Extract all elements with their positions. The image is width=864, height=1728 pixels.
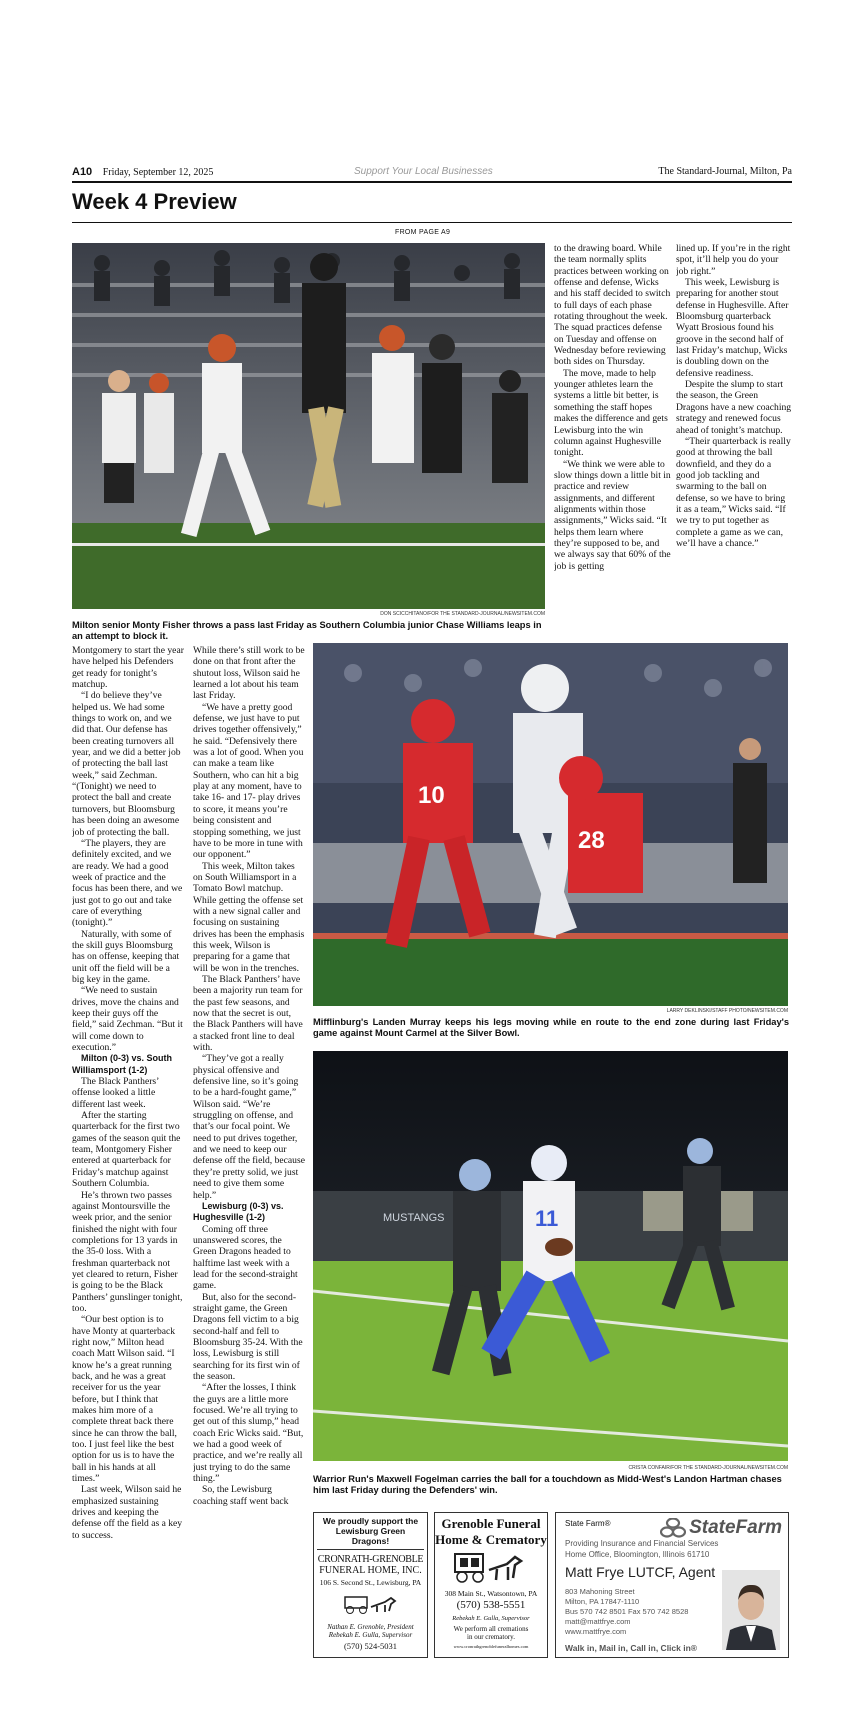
paragraph: This week, Milton takes on South Williamsport in a Tomato Bowl matchup. While getting the offense set with a new signal caller and focusing on sustaining drives has been the emphasis this week, Wilson is preparing for a game that will be won in the trenches.	[193, 860, 305, 974]
paragraph: “The players, they are definitely excited, and we are ready. We had a good week of practice and the focus has been there, and we just got to go out and take care of everything (tonight).”	[72, 837, 183, 929]
state-farm-logo: StateFarm	[689, 1517, 782, 1538]
article-column-3	[554, 243, 672, 641]
header-tagline: Support Your Local Businesses	[354, 166, 493, 177]
paragraph: The move, made to help younger athletes learn the systems a little bit better, is something the staff hopes makes the difference and gets Lewisburg into the win column against Hughesville tonight.	[554, 367, 668, 459]
hearse-carriage-icon	[341, 1593, 401, 1615]
paragraph: lined up. If you’re in the right spot, it’ll help you do your job right.”	[676, 243, 791, 277]
ad-brand-small: State Farm®	[565, 1519, 611, 1528]
paragraph: He’s thrown two passes against Montoursville the week prior, and the senior finished the night with four completions for 13 yards in the 35-0 loss. With a freshman quarterback not yet cleared to return, Fisher is going to be the Black Panthers’ gunslinger tonight, too.	[72, 1189, 183, 1314]
ad-phone: (570) 524-5031	[343, 1641, 398, 1651]
ad-address-2: Milton, PA 17847-1110	[565, 1597, 640, 1606]
paragraph: The Black Panthers’ have been a majority run team for the past few seasons, and now that the secret is out, the Black Panthers will have a stacked front line to deal with.	[193, 973, 303, 1054]
article-column-4	[676, 243, 792, 641]
football-photo-3	[313, 1051, 788, 1461]
ad-slogan: Walk in, Mail in, Call in, Click in®	[565, 1643, 698, 1653]
page-number: A10	[72, 166, 93, 178]
paragraph: “After the losses, I think the guys are a little more focused. We’re all trying to get out of this slump,” head coach Eric Wicks said. “But, we had a good week of practice, and we’re really all just trying to do the same thing.”	[193, 1382, 304, 1485]
ad-name-line-1: Grenoble Funeral	[441, 1516, 541, 1531]
paragraph: “I do believe they’ve helped us. We had some things to work on, and we did that. Our defense has been creating turnovers all year, and we did a better job of protecting the ball last week,” said Zechman. “(Tonight) we need to protect the ball and create turnovers, but Bloomsburg has been doing an awesome job of protecting the ball.	[72, 690, 181, 838]
paragraph: This week, Lewisburg is preparing for another stout defense in Hughesville. After Bloomsburg quarterback Wyatt Brosious found his groove in the second half of last Friday’s matchup, Wicks is doubling down on the defensive readiness.	[676, 277, 789, 379]
photo-credit-1: DON SCICCHITANO/FOR THE STANDARD-JOURNAL/NEWSITEM.COM	[380, 611, 545, 617]
ad-grenoble-funeral[interactable]	[434, 1512, 548, 1658]
photo-credit-2: LARRY DEKLINSKI/STAFF PHOTO/NEWSITEM.COM	[666, 1008, 788, 1014]
paragraph: “They’ve got a really physical offensive and defensive line, so it’s going to be a hard-fought game,” Wilson said. “We’re struggling on offense, and that’s our focal point. We need to put drives together, and we need to keep our defense off the field, because they’re pretty solid, we just need to give them some help.”	[193, 1053, 305, 1201]
title-rule	[72, 222, 792, 223]
ad-person-2: Rebekah E. Gulla, Supervisor	[328, 1631, 413, 1639]
ad-note-1: We perform all cremations	[453, 1625, 529, 1633]
jersey-number-10: 10	[418, 782, 445, 809]
agent-portrait	[722, 1570, 780, 1650]
jump-line: FROM PAGE A9	[395, 229, 451, 236]
subhead-milton: Milton (0-3) vs. South Williamsport (1-2)	[72, 1053, 172, 1075]
ad-person-1: Nathan E. Grenoble, President	[327, 1623, 414, 1631]
ad-agent-name: Matt Frye LUTCF, Agent	[565, 1564, 716, 1580]
ad-email: matt@mattfrye.com	[565, 1617, 631, 1626]
jersey-number-11: 11	[535, 1206, 559, 1231]
issue-date: Friday, September 12, 2025	[102, 167, 214, 178]
ad-name-line-2: FUNERAL HOME, INC.	[319, 1565, 422, 1576]
photo-caption-1: Milton senior Monty Fisher throws a pass last Friday as Southern Columbia junior Chase Williams leaps in an attempt to block it.	[72, 620, 542, 641]
ad-person: Rebekah E. Gulla, Supervisor	[452, 1615, 530, 1622]
ad-name-line-1: CRONRATH-GRENOBLE	[317, 1554, 424, 1565]
photo-caption-3: Warrior Run's Maxwell Fogelman carries the ball for a touchdown as Midd-West's Landon Hartman chases him last Friday during the Defenders' win.	[313, 1474, 782, 1495]
paragraph: “Our best option is to have Monty at quarterback right now,” Milton head coach Matt Wilson said. “I know he’s a great running back, and he was a great receiver for us the year before, but I think that makes him more of a complete threat back there since he can throw the ball, too. I just feel like the best option for us is to have the ball in his hands at all times.”	[72, 1314, 177, 1485]
paragraph: Montgomery to start the year have helped his Defenders get ready for tonight’s matchup.	[72, 645, 184, 691]
paragraph: After the starting quarterback for the first two games of the season quit the team, Montgomery Fisher entered at quarterback for Friday’s matchup against Southern Columbia.	[72, 1110, 181, 1190]
ad-tagline-1: Providing Insurance and Financial Services	[565, 1539, 719, 1548]
ad-address: 308 Main St., Watsontown, PA	[444, 1589, 538, 1598]
photo-caption-2: Mifflinburg's Landen Murray keeps his legs moving while en route to the end zone during last Friday's game against Mount Carmel at the Silver Bowl.	[313, 1017, 789, 1038]
ad-url: www.cronrathgrenoblefuneralhomes.com	[453, 1644, 529, 1649]
paragraph: “Their quarterback is really good at throwing the ball downfield, and they do a good job tackling and swarming to the ball on defense, so we have to bring it as a team,” Wicks said. “If we try to put together as complete a game as we can, we’ll have a chance.”	[676, 435, 791, 549]
state-farm-ovals-icon	[660, 1518, 686, 1538]
paragraph: “We think we were able to slow things down a little bit in practice and review assignments, and different alignments within those assignments,” Wicks said. “It helps them learn where they’re supposed to be, and we always say that 60% of the job is getting	[554, 458, 671, 572]
publication-name: The Standard-Journal, Milton, Pa	[658, 166, 792, 177]
ad-address-1: 803 Mahoning Street	[565, 1587, 635, 1596]
ad-address: 106 S. Second St., Lewisburg, PA	[319, 1578, 422, 1587]
header-rule	[72, 181, 792, 183]
stadium-sign: MUSTANGS	[383, 1212, 445, 1224]
paragraph: While there’s still work to be done on that front after the shutout loss, Wilson said he learned a lot about his team last Friday.	[193, 645, 305, 702]
ad-website: www.mattfrye.com	[565, 1627, 627, 1636]
ad-cronrath-grenoble[interactable]	[313, 1512, 428, 1658]
photo-mifflinburg-run	[313, 643, 788, 1006]
ad-name-line-2: Home & Crematory	[435, 1532, 547, 1547]
paragraph: The Black Panthers’ offense looked a little different last week.	[72, 1076, 159, 1110]
football-photo-2	[313, 643, 788, 1006]
paragraph: “We have a pretty good defense, we just have to put drives together offensively,” he said. “Defensively there was a lot of good. When you can make a team like Southern, who can hit a big play at any moment, have to take 16- and 17- play drives to score, it means you’re being consistent and stopping something, we just have to be more in tune with our opponent.”	[193, 701, 304, 861]
paragraph: Despite the slump to start the season, the Green Dragons have a new coaching strategy and renewed focus ahead of tonight’s matchup.	[676, 379, 792, 436]
photo-warrior-run-td	[313, 1051, 788, 1461]
paragraph: to the drawing board. While the team normally splits practices between working on offense and defense, Wicks and his staff decided to switch to full days of each phase rotating throughout the week. The squad practices defense on Tuesday and offense on Wednesday before reviewing both sides on Thursday.	[554, 243, 671, 368]
horse-carriage-icon	[451, 1550, 531, 1584]
ad-headline: We proudly support the Lewisburg Green Dragons!	[322, 1516, 419, 1546]
paragraph: “We need to sustain drives, move the chains and keep their guys off the field,” said Zechman. “But it will come down to execution.”	[72, 985, 183, 1054]
ad-phones: Bus 570 742 8501 Fax 570 742 8528	[565, 1607, 689, 1616]
page-header	[72, 166, 792, 182]
ad-tagline-2: Home Office, Bloomington, Illinois 61710	[565, 1550, 710, 1559]
article-column-1	[72, 645, 184, 1655]
football-photo-1	[72, 243, 545, 609]
ad-state-farm[interactable]	[555, 1512, 789, 1658]
paragraph: Coming off three unanswered scores, the Green Dragons headed to halftime last week with a lead for the second-straight game.	[193, 1223, 298, 1292]
paragraph: Naturally, with some of the skill guys Bloomsburg has on offense, keeping that unit off the field will be a big key in the game.	[72, 928, 180, 985]
paragraph: But, also for the second-straight game, the Green Dragons fell victim to a big second-half and fell to Bloomsburg 35-24. With the loss, Lewisburg is still searching for its first win of the season.	[193, 1291, 303, 1382]
photo-credit-3: CRISTA CONFAIR/FOR THE STANDARD-JOURNAL/NEWSITEM.COM	[628, 1465, 788, 1471]
article-column-2	[193, 645, 305, 1655]
ad-phone: (570) 538-5551	[456, 1599, 526, 1611]
paragraph: Last week, Wilson said he emphasized sustaining drives and keeping the defense off the field as a key to success.	[72, 1484, 183, 1541]
photo-milton-pass	[72, 243, 545, 609]
ad-note-2: in our crematory.	[467, 1633, 515, 1641]
section-title: Week 4 Preview	[72, 189, 237, 214]
subhead-lewisburg: Lewisburg (0-3) vs. Hughesville (1-2)	[193, 1200, 284, 1223]
paragraph: So, the Lewisburg coaching staff went back	[193, 1484, 289, 1507]
jersey-number-28: 28	[578, 827, 605, 854]
